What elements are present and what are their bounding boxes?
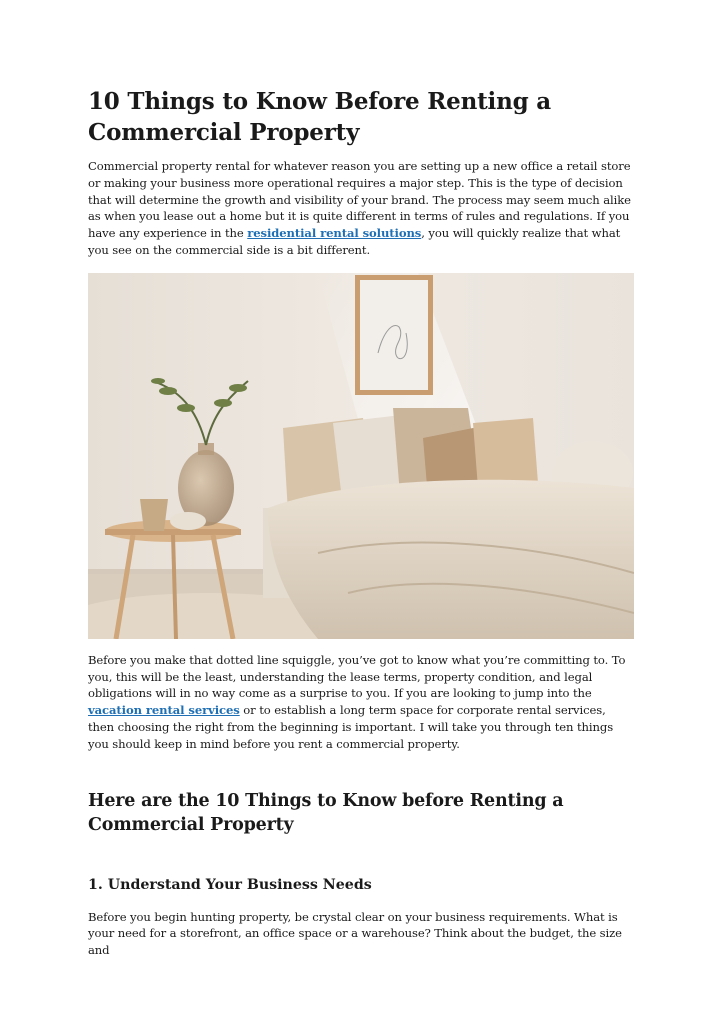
body-paragraph [88, 652, 634, 753]
intro-text-start: Commercial property rental for whatever reason you are setting up a new office a retail store or making your business more operational requires a major step. This is the type of decision that will determine the growth and visibility of your brand. The process may seem much alike as when you lease out a home but it is quite different in terms of rules and regulations. If you have any experience in the [88, 159, 631, 241]
document-page [88, 86, 634, 959]
vacation-rental-link[interactable]: vacation rental services [88, 703, 240, 718]
intro-paragraph [88, 158, 634, 259]
page-title: 10 Things to Know Before Renting a Commercial Property [88, 88, 551, 146]
subsection-paragraph: Before you begin hunting property, be crystal clear on your business requirements. What is your need for a storefront, an office space or a warehouse? Think about the budget, the size and [88, 909, 622, 958]
body-text-end: or to establish a long term space for corporate rental services, then choosing the right from the beginning is important. I will take you through ten things you should keep in mind before you rent a commercial property. [88, 703, 614, 751]
subsection-heading: 1. Understand Your Business Needs [88, 876, 372, 893]
residential-rental-link[interactable]: residential rental solutions [247, 226, 422, 241]
section-heading: Here are the 10 Things to Know before Renting a Commercial Property [88, 790, 564, 835]
bedroom-photo [88, 273, 634, 639]
intro-text-end: , you will quickly realize that what you see on the commercial side is a bit different. [88, 226, 621, 257]
body-text-start: Before you make that dotted line squiggle, you’ve got to know what you’re committing to. To you, this will be the least, understanding the lease terms, property condition, and legal obligations will in no way come as a surprise to you. If you are looking to jump into the [88, 652, 626, 701]
